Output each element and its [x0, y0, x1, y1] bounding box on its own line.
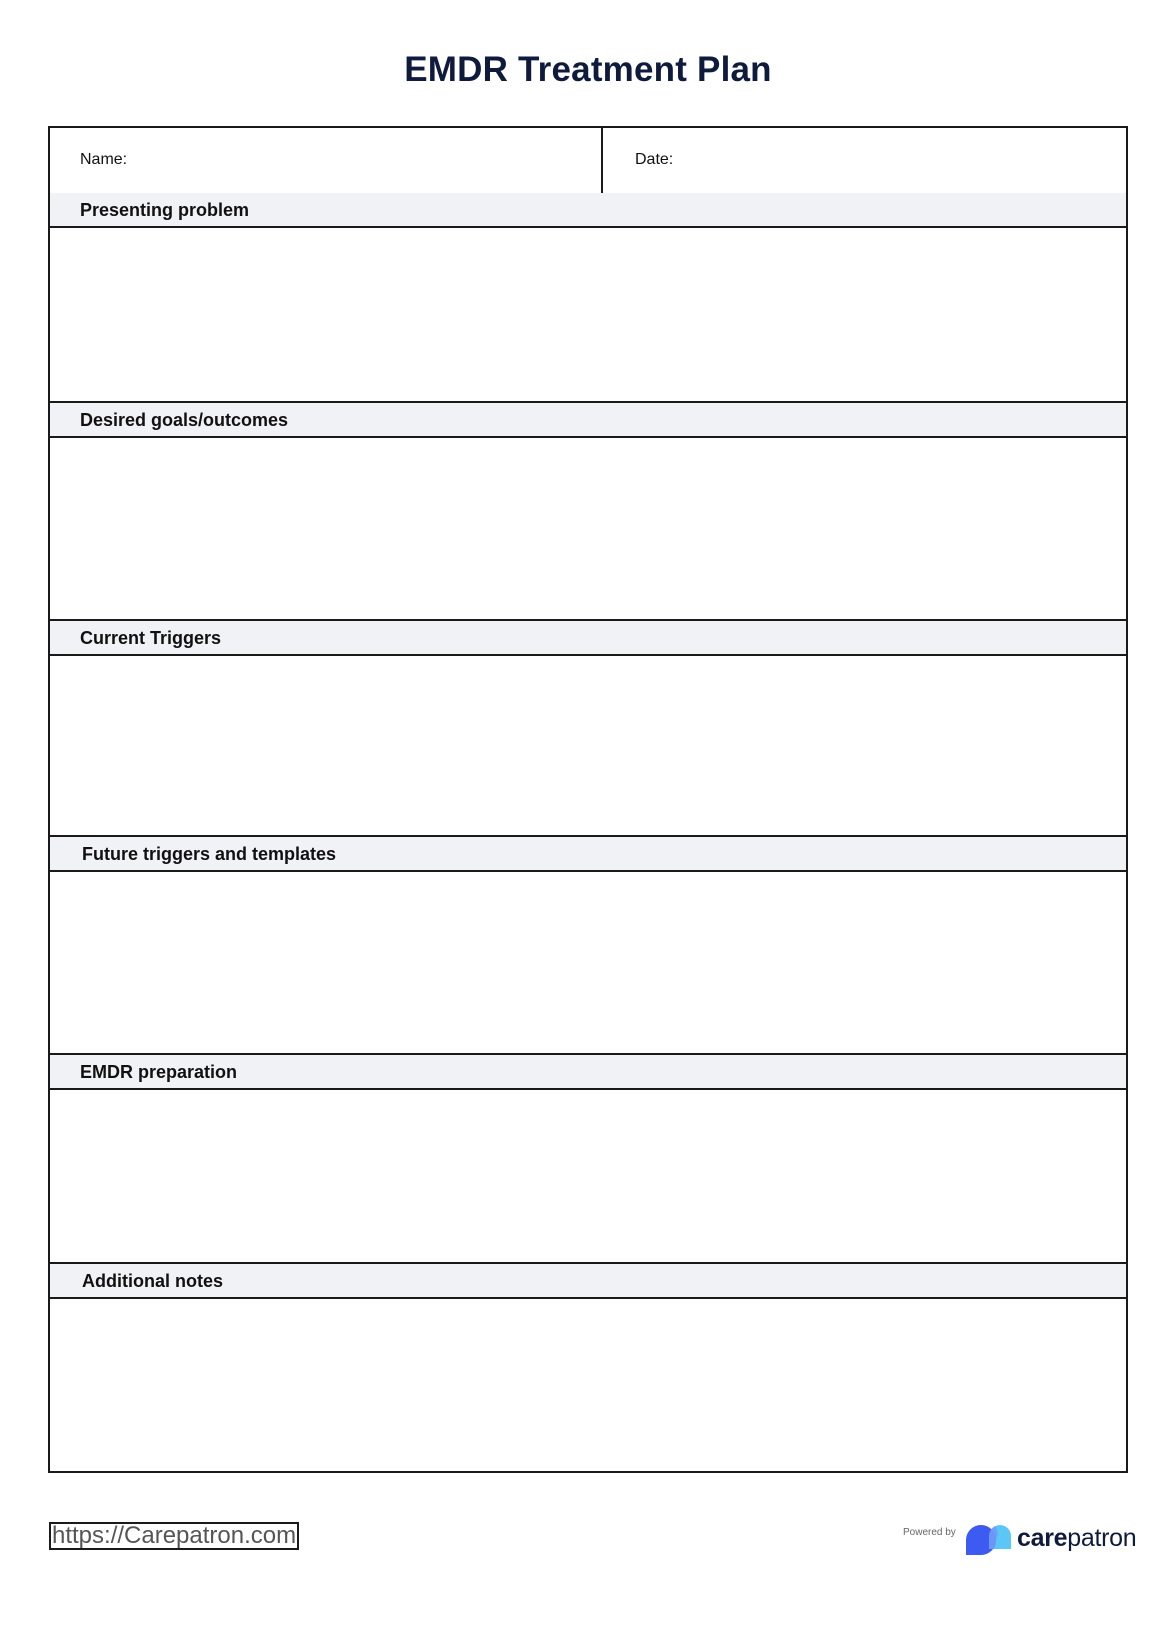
carepatron-link[interactable]: https://Carepatron.com — [49, 1522, 299, 1550]
header-row — [50, 128, 1126, 195]
future-triggers-input[interactable] — [50, 872, 1126, 1055]
section-header — [50, 403, 1126, 438]
presenting-problem-input[interactable] — [50, 228, 1126, 403]
name-field[interactable] — [50, 128, 603, 193]
section-header — [50, 193, 1126, 228]
current-triggers-input[interactable] — [50, 656, 1126, 837]
brand-bold: care — [1017, 1524, 1068, 1552]
section-header — [50, 1055, 1126, 1090]
additional-notes-input[interactable] — [50, 1299, 1126, 1471]
desired-goals-input[interactable] — [50, 438, 1126, 621]
page-title: EMDR Treatment Plan — [404, 50, 772, 89]
section-title: Future triggers and templates — [82, 844, 337, 864]
section-title: Current Triggers — [80, 628, 222, 648]
treatment-plan-form — [48, 126, 1128, 1473]
section-title: Desired goals/outcomes — [80, 410, 289, 430]
emdr-preparation-input[interactable] — [50, 1090, 1126, 1264]
section-title: EMDR preparation — [80, 1062, 238, 1082]
carepatron-logo-icon — [964, 1522, 1016, 1560]
name-label: Name: — [80, 151, 128, 168]
section-header — [50, 837, 1126, 872]
section-header — [50, 1264, 1126, 1299]
section-title: Additional notes — [82, 1271, 223, 1291]
date-field[interactable] — [603, 128, 1126, 193]
section-header — [50, 621, 1126, 656]
date-label: Date: — [635, 151, 674, 168]
section-title: Presenting problem — [80, 200, 250, 220]
powered-by-label: Powered by — [903, 1527, 956, 1538]
carepatron-wordmark — [1017, 1524, 1136, 1553]
brand-light: patron — [1067, 1524, 1137, 1552]
